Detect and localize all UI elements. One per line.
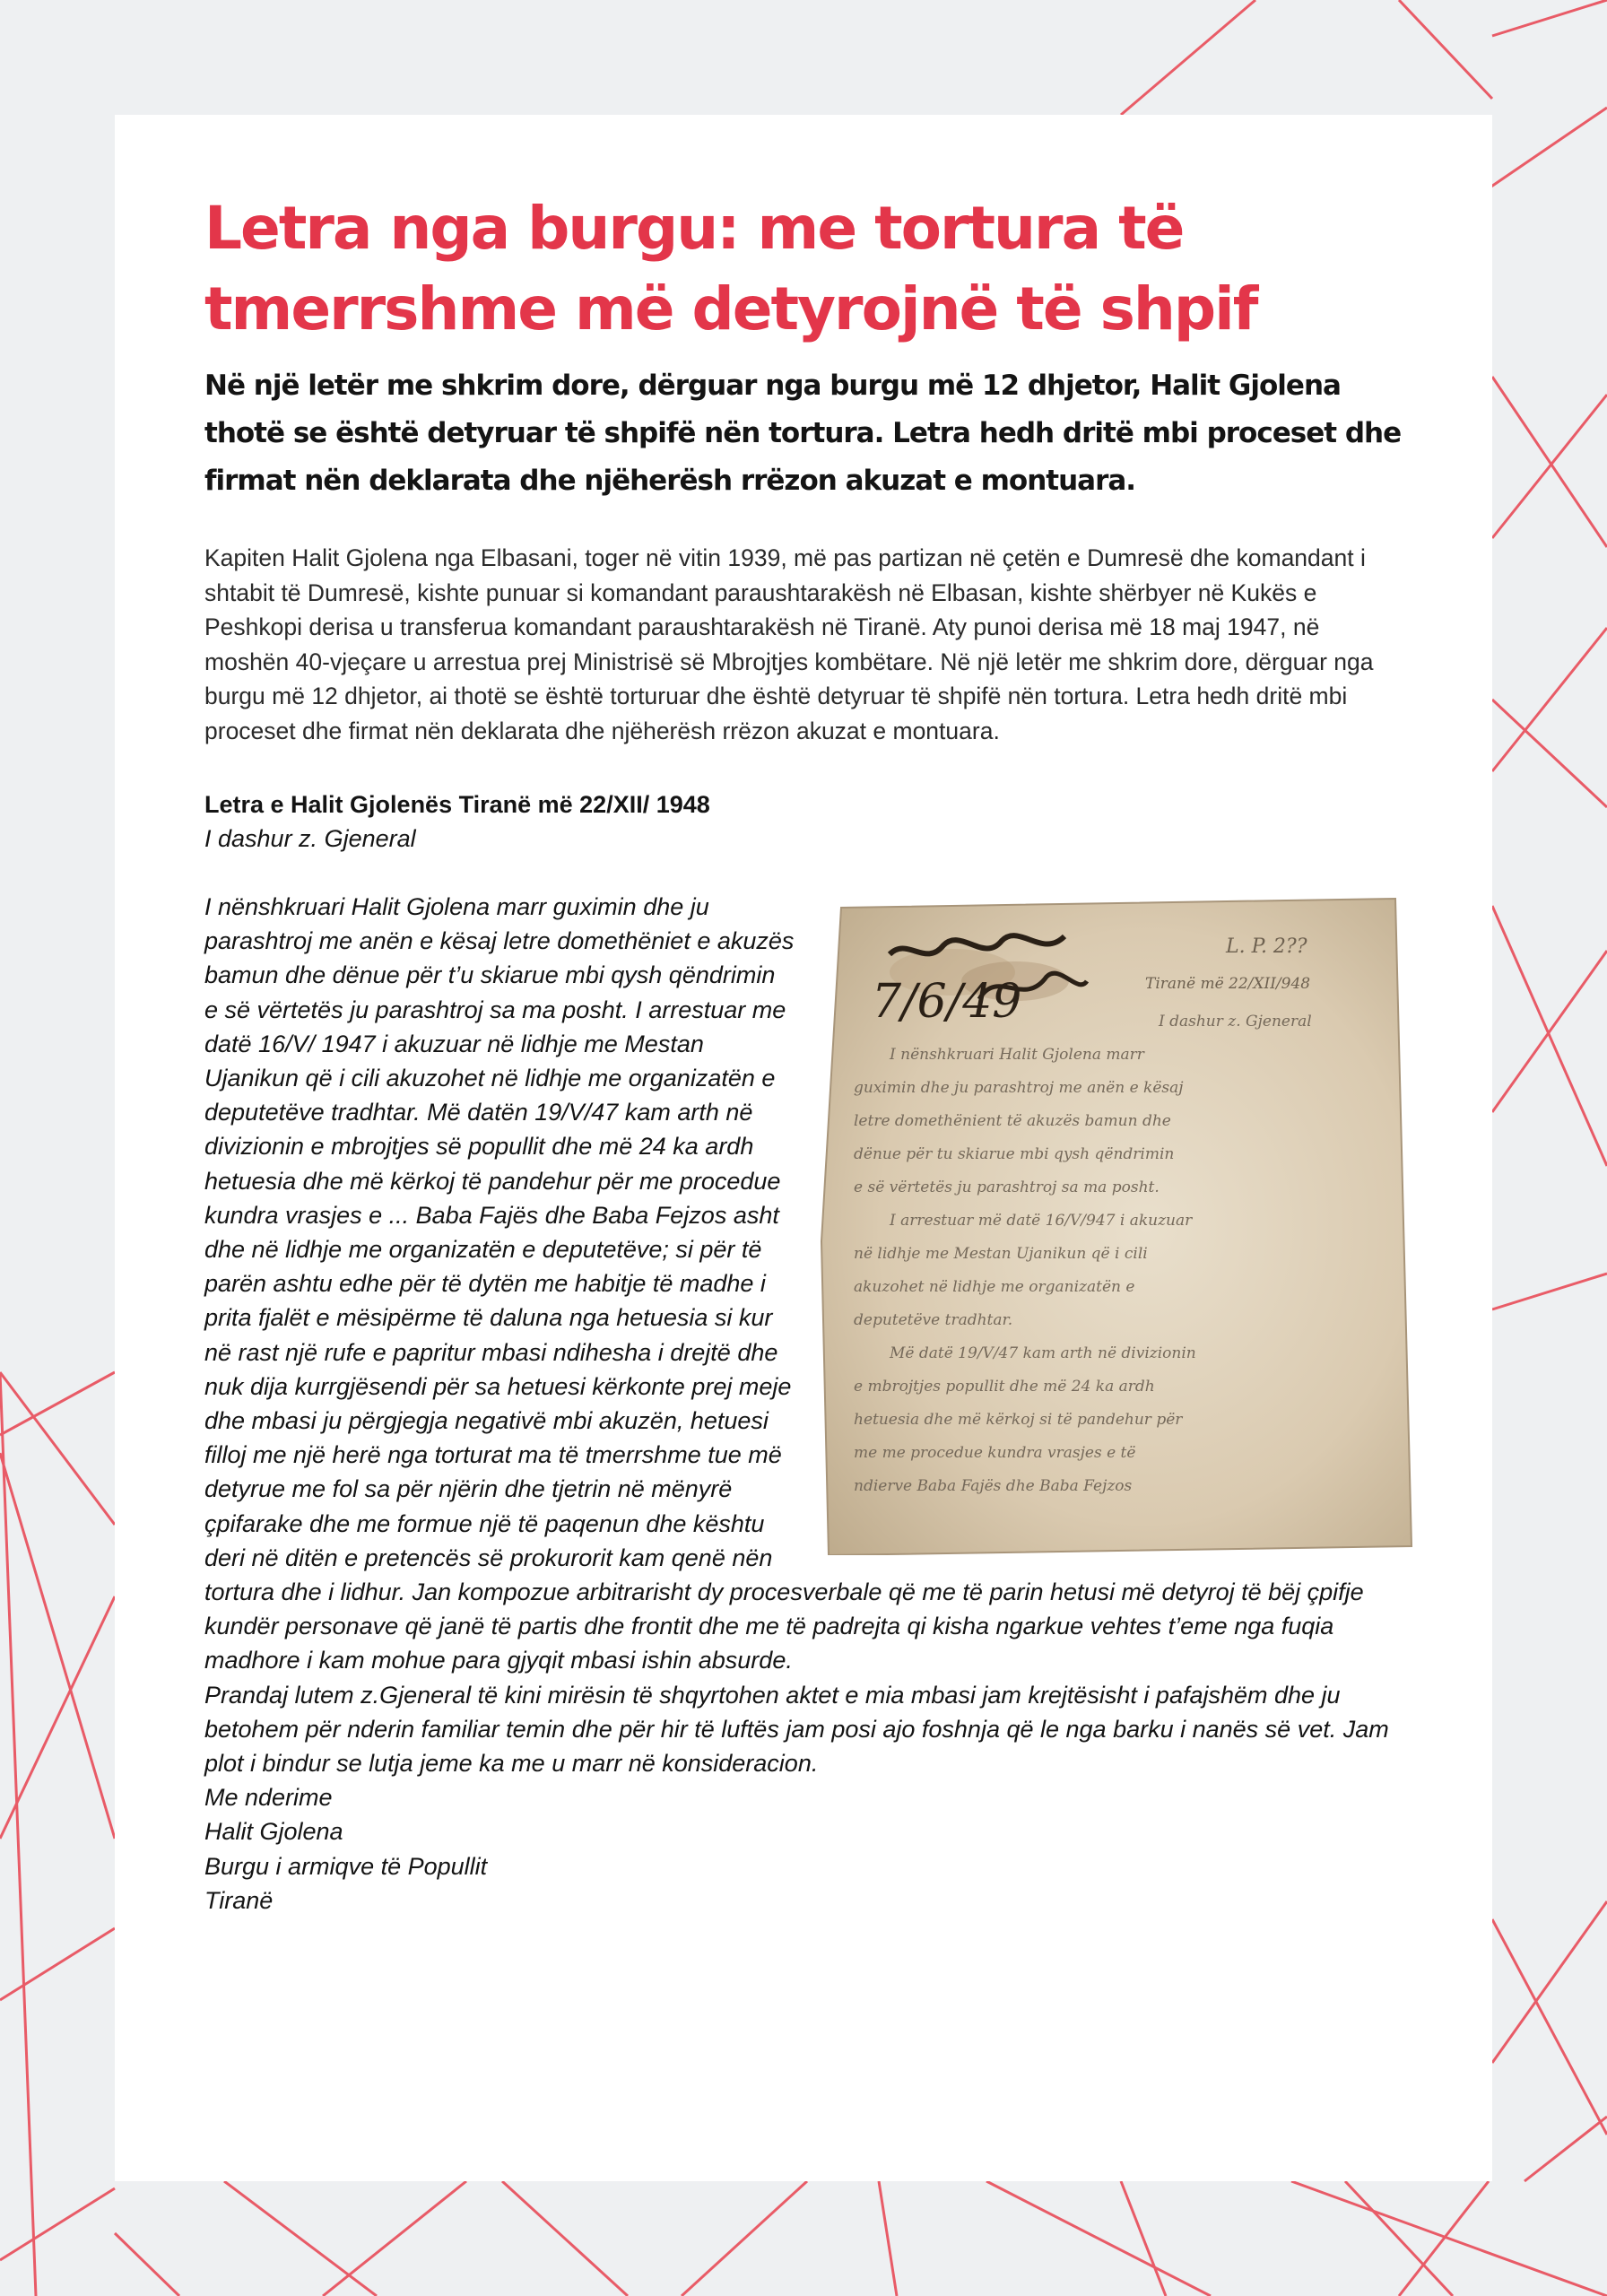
- letter-photo-line: me me procedue kundra vrasjes e të: [854, 1444, 1136, 1462]
- letter-photo-line: hetuesia dhe më kërkoj si të pandehur për: [854, 1411, 1183, 1429]
- letter-photo-line: ndierve Baba Fajës dhe Baba Fejzos: [854, 1477, 1133, 1495]
- letter-photo-line: e mbrojtjes popullit dhe më 24 ka ardh: [854, 1378, 1155, 1396]
- letter-greeting: I dashur z. Gjeneral: [204, 825, 416, 852]
- article-title: Letra nga burgu: me tortura të tmerrshme më detyrojnë të shpif: [204, 194, 1257, 344]
- letter-photo-line: dënue për tu skiarue mbi qysh qëndrimin: [854, 1145, 1175, 1163]
- letter-photo-line: I dashur z. Gjeneral: [1159, 1013, 1312, 1031]
- handwritten-letter-photo: [818, 883, 1417, 1555]
- signature-place: Burgu i armiqve të Popullit: [204, 1852, 488, 1880]
- letter-photo-line: guximin dhe ju parashtroj me anën e kësaj: [854, 1079, 1184, 1097]
- letter-photo-date: Tiranë më 22/XII/948: [1145, 975, 1311, 993]
- letter-photo-line: në lidhje me Mestan Ujanikun që i cili: [854, 1245, 1148, 1263]
- letter-photo-line: akuzohet në lidhje me organizatën e: [854, 1278, 1135, 1296]
- article-intro: Kapiten Halit Gjolena nga Elbasani, toger në vitin 1939, më pas partizan në çetën e Dumresë dhe komandant i shtabit të Dumresë, kishte punuar si komandant paraushtarakësh në Elbasan, kishte shërbyer në Kukës e Peshkopi derisa u transferua komandant paraushtarakësh në Tiranë. Aty punoi derisa më 18 maj 1947, në moshën 40-vjeçare u arrestua prej Ministrisë së Mbrojtjes kombëtare. Në një letër me shkrim dore, dërguar nga burgu më 12 dhjetor, ai thotë se është torturuar dhe është detyruar të shpifë nën tortura. Letra hedh dritë mbi proceset dhe firmat nën deklarata dhe njëherësh rrëzon akuzat e montuara.: [204, 544, 1374, 744]
- article-page: [115, 115, 1492, 2181]
- closing-greeting: Me nderime: [204, 1784, 333, 1812]
- letter-photo-line: e së vërtetës ju parashtroj sa ma posht.: [854, 1178, 1160, 1196]
- letter-photo-margin-note: 7/6/49: [872, 975, 1022, 1029]
- letter-paragraph-1: I nënshkruari Halit Gjolena marr guximin dhe ju parashtroj me anën e kësaj letre domethëniet e akuzës bamun dhe dënue për t’u skiarue mbi qysh qëndrimin e së vërtetës ju parashtroj sa ma posht. I arrestuar me datë 16/V/ 1947 i akuzuar në lidhje me Mestan Ujanikun që i cili akuzohet në lidhje me organizatën e deputetëve tradhtar. Më datën 19/V/47 kam arth në divizionin e mbrojtjes së popullit dhe më 24 ka ardh hetuesia dhe më kërkoj të pandehur për me procedue kundra vrasjes e ... Baba Fajës dhe Baba Fejzos asht dhe në lidhje me organizatën e deputetëve; si për të parën ashtu edhe për të dytën me habitje të madhe i prita fjalët e mësipërme të daluna nga hetuesia si kur në rast një rufe e papritur mbasi ndihesha i drejtë dhe nuk dija kurrgjësendi për sa hetuesi kërkonte prej meje dhe mbasi ju përgjegja negativë mbi akuzën, hetuesi filloj me një herë nga torturat ma të tmerrshme tue më detyrue me fol sa për njërin dhe tjetrin në mënyrë çpifarake dhe me formue një të paqenun dhe kështu deri në ditën e pretencës së prokurorit kam qenë nën tortura dhe i lidhur. Jan kompozue arbitrarisht dy procesverbale që me të parin hetusi më detyroj të bëj çpifje kundër personave që janë të partis dhe frontit dhe me të padrejta qi kisha ngarkue vehtes t’eme nga fuqia madhore i kam mohue para gjyqit mbasi ishin absurde.: [204, 893, 1364, 1674]
- letter-photo-line: deputetëve tradhtar.: [854, 1311, 1013, 1329]
- letter-photo-header: L. P. 2??: [1226, 935, 1307, 958]
- letter-photo-line: Më datë 19/V/47 kam arth në divizionin: [890, 1344, 1196, 1362]
- article-lead: Në një letër me shkrim dore, dërguar nga burgu më 12 dhjetor, Halit Gjolena thotë se është detyruar të shpifë nën tortura. Letra hedh dritë mbi proceset dhe firmat nën deklarata dhe njëherësh rrëzon akuzat e montuara.: [204, 370, 1402, 497]
- letter-photo-line: I nënshkruari Halit Gjolena marr: [890, 1046, 1144, 1064]
- signature-name: Halit Gjolena: [204, 1818, 343, 1846]
- letter-photo-line: I arrestuar më datë 16/V/947 i akuzuar: [890, 1212, 1193, 1230]
- letter-photo-line: letre domethënient të akuzës bamun dhe: [854, 1112, 1171, 1130]
- signature-city: Tiranë: [204, 1886, 274, 1914]
- letter-heading: Letra e Halit Gjolenës Tiranë më 22/XII/ 1948: [204, 791, 710, 818]
- letter-paragraph-2: Prandaj lutem z.Gjeneral të kini mirësin të shqyrtohen aktet e mia mbasi jam krejtësisht i pafajshëm dhe ju betohem për nderin familiar temin dhe për hir të luftës jam posi ajo foshnja që le nga barku i nanës së vet. Jam plot i bindur se lutja jeme ka me u marr në konsideracion.: [204, 1681, 1389, 1778]
